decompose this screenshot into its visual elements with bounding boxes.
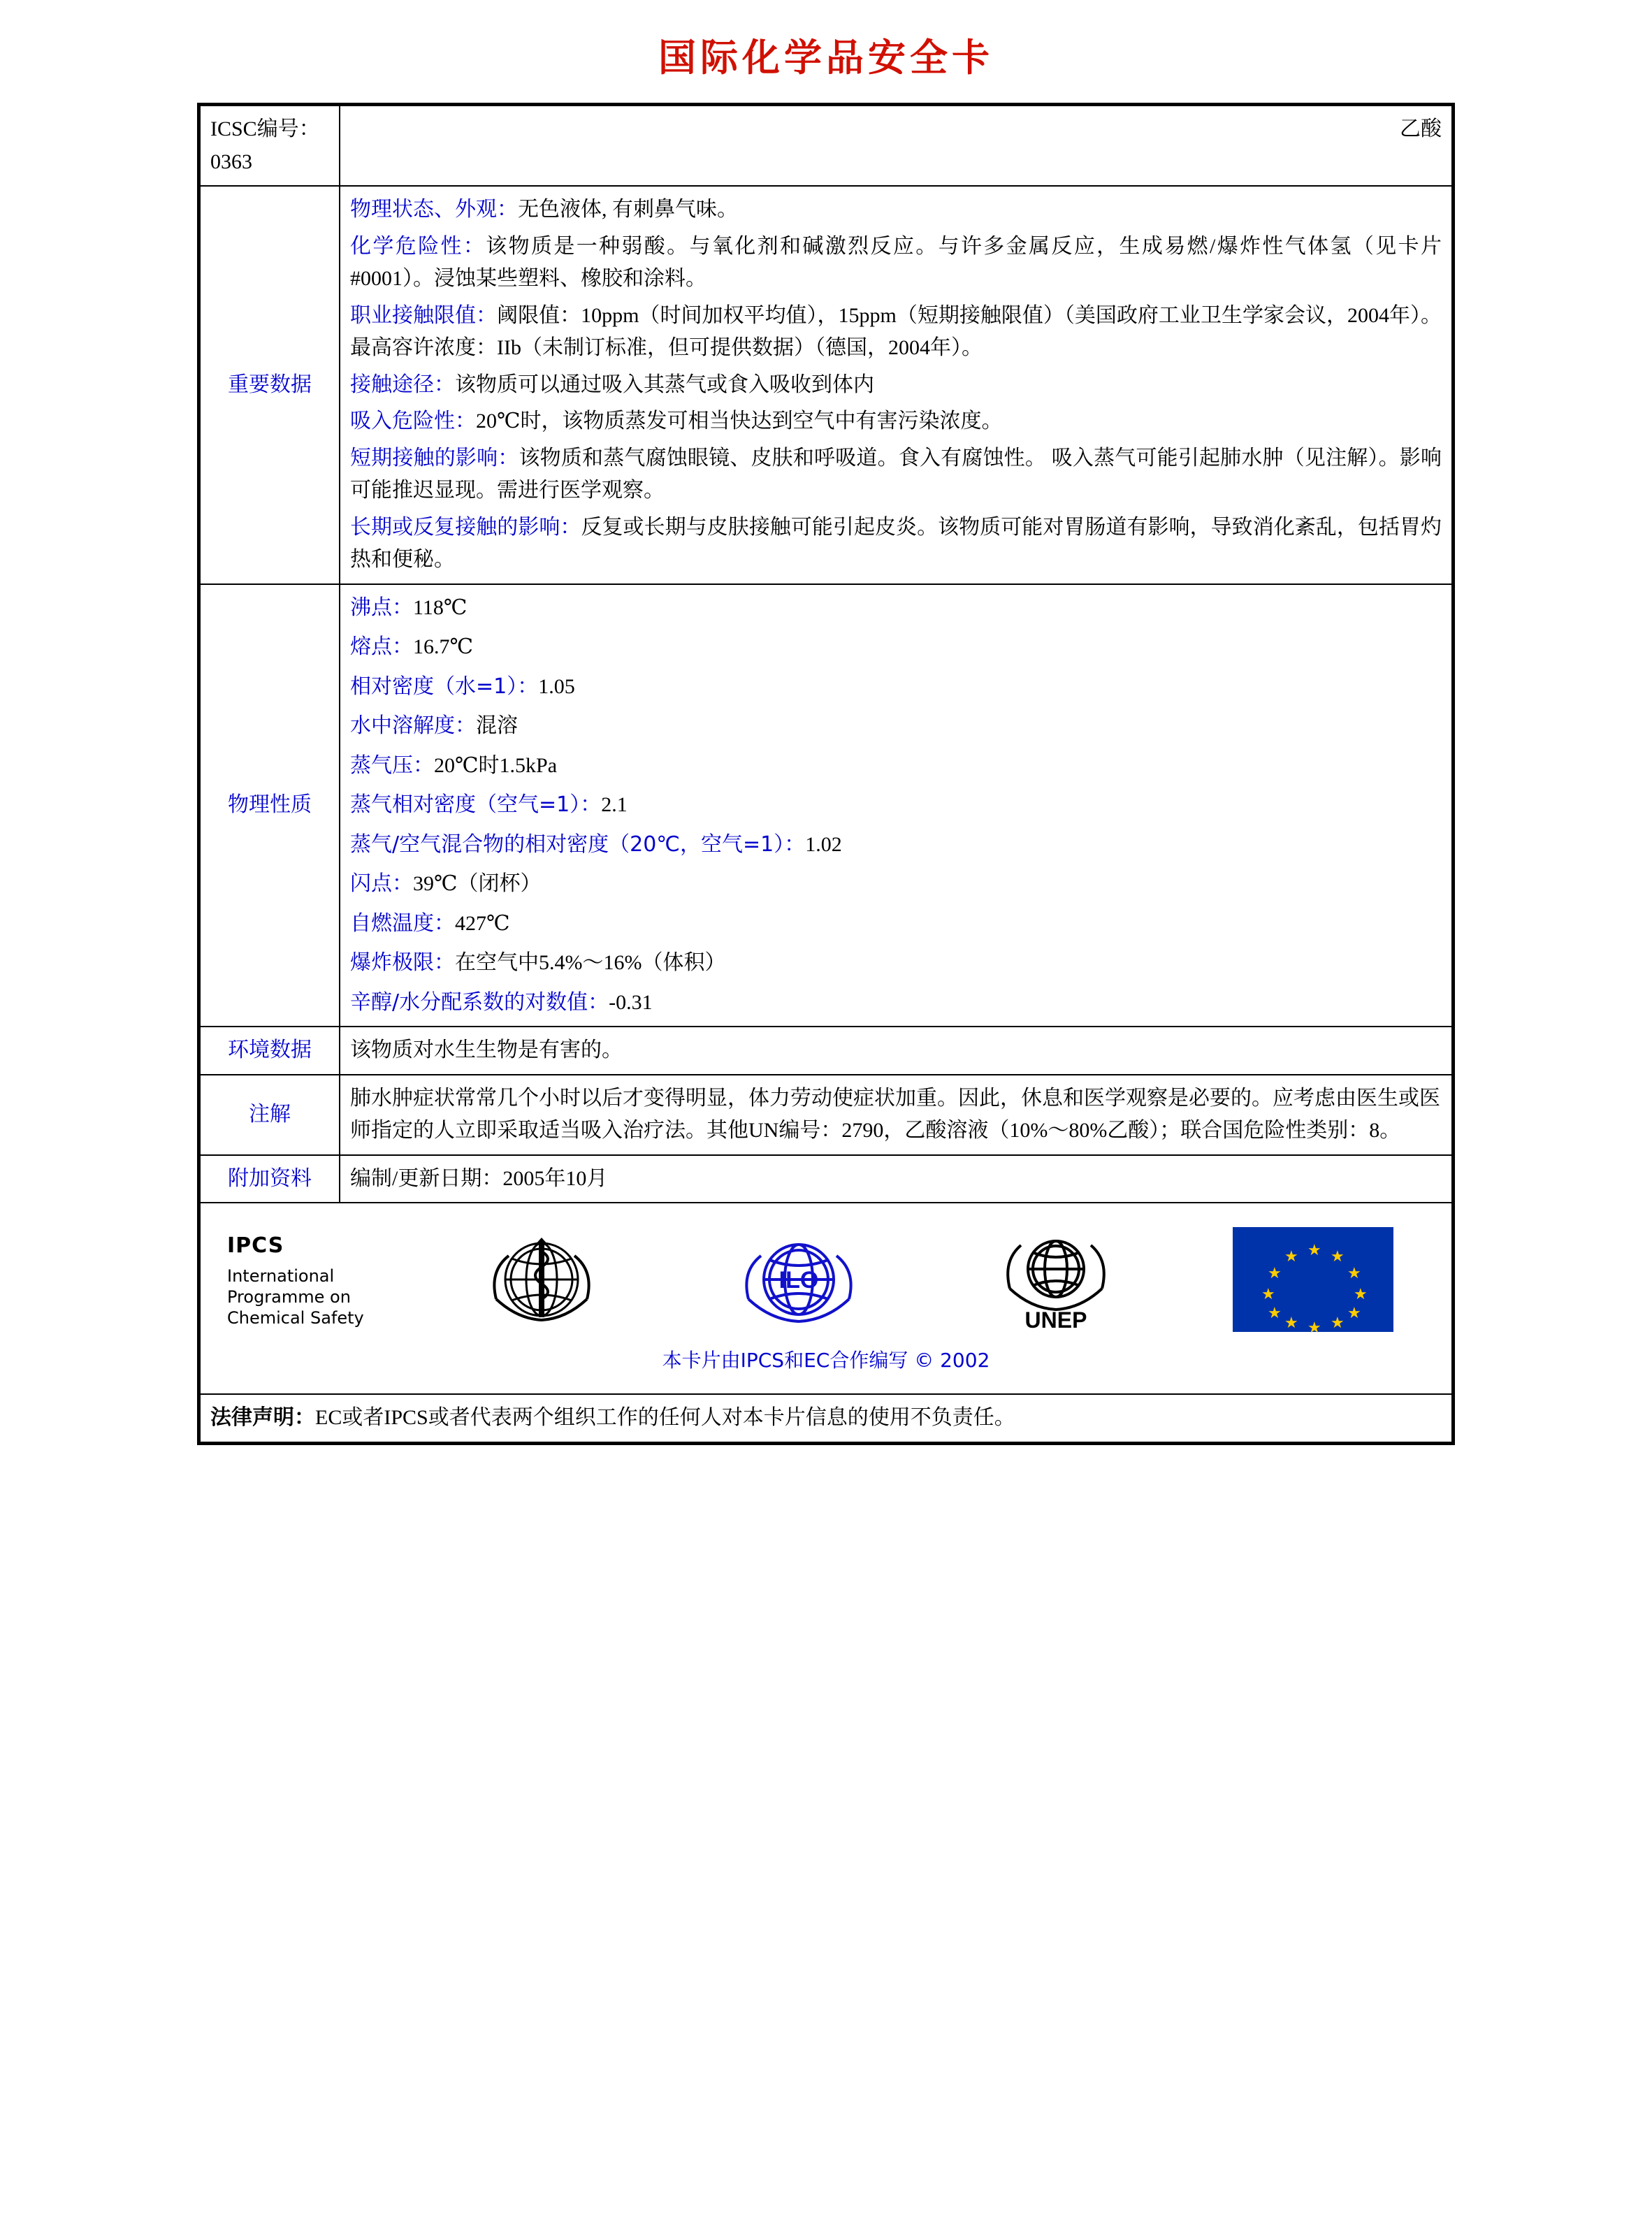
icsc-number: 0363 — [210, 150, 252, 173]
item-key: 沸点： — [350, 595, 413, 620]
additional-info-content: 编制/更新日期：2005年10月 — [340, 1155, 1452, 1203]
ipcs-block — [210, 1230, 413, 1328]
item-text: 39℃（闭杯） — [413, 872, 542, 895]
item-key: 熔点： — [350, 635, 413, 659]
item-key: 蒸气相对密度（空气=1）： — [350, 792, 602, 817]
item-text: 2.1 — [601, 793, 628, 816]
item-text: 1.05 — [538, 674, 575, 698]
item-text: -0.31 — [609, 990, 653, 1014]
ipcs-abbr: IPCS — [227, 1233, 284, 1259]
item-key: 化学危险性： — [350, 233, 486, 259]
item-key: 蒸气/空气混合物的相对密度（20℃，空气=1）： — [350, 832, 806, 857]
item-text: 该物质可以通过吸入其蒸气或食入吸收到体内 — [455, 372, 874, 396]
item-text: 混溶 — [476, 714, 518, 737]
icsc-number-cell — [200, 106, 340, 186]
item-text: 该物质和蒸气腐蚀眼镜、皮肤和呼吸道。食入有腐蚀性。 吸入蒸气可能引起肺水肿（见注解）。影响可能推迟显现。需进行医学观察。 — [350, 446, 1442, 502]
item-text: 20℃时，该物质蒸发可相当快达到空气中有害污染浓度。 — [476, 409, 1003, 433]
physical-property-item — [350, 987, 1442, 1020]
notes-row — [200, 1075, 1452, 1155]
item-key: 相对密度（水=1）： — [350, 674, 539, 699]
important-data-item — [350, 231, 1442, 296]
legal-text: EC或者IPCS或者代表两个组织工作的任何人对本卡片信息的使用不负责任。 — [315, 1406, 1015, 1430]
legal-notice — [200, 1394, 1452, 1442]
svg-text:UNEP: UNEP — [1024, 1307, 1087, 1333]
svg-text:ILO: ILO — [778, 1266, 819, 1293]
item-text: 该物质是一种弱酸。与氧化剂和碱激烈反应。与许多金属反应，生成易燃/爆炸性气体氢（见卡片#0001）。浸蚀某些塑料、橡胶和涂料。 — [350, 234, 1442, 290]
safety-card — [197, 103, 1455, 1445]
additional-info-row — [200, 1155, 1452, 1203]
logos-wrap — [210, 1210, 1442, 1341]
physical-property-item — [350, 750, 1442, 783]
physical-property-item — [350, 829, 1442, 862]
physical-property-item — [350, 671, 1442, 704]
item-key: 接触途径： — [350, 372, 455, 397]
important-data-row — [200, 186, 1452, 584]
physical-property-item — [350, 947, 1442, 980]
item-text: 在空气中5.4%～16%（体积） — [455, 951, 726, 974]
physical-property-item — [350, 592, 1442, 625]
page — [0, 28, 1652, 1445]
item-text: 阈限值：10ppm（时间加权平均值），15ppm（短期接触限值）（美国政府工业卫生学家会议，2004年）。最高容许浓度：IIb（未制订标准，但可提供数据）（德国，2004年）。 — [350, 303, 1442, 359]
additional-info-label: 附加资料 — [200, 1155, 340, 1203]
notes-content: 肺水肿症状常常几个小时以后才变得明显，体力劳动使症状加重。因此，休息和医学观察是必要的。应考虑由医生或医师指定的人立即采取适当吸入治疗法。其他UN编号：2790，乙酸溶液（10%～80%乙酸）；联合国危险性类别：8。 — [340, 1075, 1452, 1155]
notes-label: 注解 — [200, 1075, 340, 1155]
important-data-item — [350, 369, 1442, 402]
item-key: 闪点： — [350, 871, 413, 896]
item-text: 1.02 — [805, 832, 842, 856]
environmental-data-content: 该物质对水生生物是有害的。 — [340, 1027, 1452, 1075]
physical-property-item — [350, 631, 1442, 664]
physical-property-item — [350, 789, 1442, 822]
legal-row — [200, 1394, 1452, 1442]
item-key: 物理状态、外观： — [350, 197, 518, 222]
item-key: 吸入危险性： — [350, 409, 476, 433]
environmental-data-label: 环境数据 — [200, 1027, 340, 1075]
card-header-row — [200, 106, 1452, 186]
important-data-item — [350, 194, 1442, 226]
item-text: 427℃ — [455, 911, 510, 935]
item-text: 20℃时1.5kPa — [434, 753, 558, 777]
physical-property-item — [350, 908, 1442, 941]
icsc-label: ICSC编号： — [210, 117, 320, 140]
ilo-logo-slot — [670, 1224, 927, 1335]
eu-flag: ★ ★ ★ ★ ★ ★ ★ ★ ★ ★ ★ ★ — [1233, 1227, 1393, 1332]
environmental-data-row — [200, 1027, 1452, 1075]
physical-properties-label: 物理性质 — [200, 584, 340, 1027]
physical-property-item — [350, 868, 1442, 901]
item-key: 辛醇/水分配系数的对数值： — [350, 990, 609, 1015]
item-text: 118℃ — [413, 595, 468, 619]
important-data-item — [350, 300, 1442, 365]
who-logo — [475, 1224, 608, 1335]
unep-logo-slot — [927, 1222, 1184, 1337]
footer-logos-row — [200, 1203, 1452, 1394]
item-key: 蒸气压： — [350, 753, 434, 778]
substance-name-cell: 乙酸 — [340, 106, 1452, 186]
item-key: 爆炸极限： — [350, 950, 455, 975]
unep-logo — [986, 1222, 1126, 1337]
item-key: 职业接触限值： — [350, 303, 498, 328]
important-data-item — [350, 442, 1442, 507]
item-text: 16.7℃ — [413, 635, 474, 658]
who-logo-slot — [413, 1224, 670, 1335]
ilo-logo — [729, 1224, 869, 1335]
ipcs-full-name: International Programme on Chemical Safety — [227, 1266, 364, 1328]
eu-flag-slot — [1184, 1227, 1442, 1336]
physical-properties-row — [200, 584, 1452, 1027]
important-data-content — [340, 186, 1452, 584]
item-key: 短期接触的影响： — [350, 445, 519, 470]
important-data-label: 重要数据 — [200, 186, 340, 584]
physical-property-item — [350, 710, 1442, 743]
item-key: 水中溶解度： — [350, 713, 476, 738]
page-title: 国际化学品安全卡 — [658, 36, 994, 80]
item-text: 无色液体, 有刺鼻气味。 — [518, 198, 738, 221]
item-text: 反复或长期与皮肤接触可能引起皮炎。该物质可能对胃肠道有影响，导致消化紊乱，包括胃灼热和便秘。 — [350, 515, 1442, 571]
important-data-item — [350, 405, 1442, 438]
important-data-item — [350, 512, 1442, 577]
legal-label: 法律声明： — [210, 1405, 315, 1430]
physical-properties-content — [340, 584, 1452, 1027]
safety-card-table — [199, 105, 1453, 1443]
item-key: 长期或反复接触的影响： — [350, 514, 581, 539]
credit-line: 本卡片由IPCS和EC合作编写 © 2002 — [662, 1349, 990, 1372]
footer-cell — [200, 1203, 1452, 1394]
item-key: 自燃温度： — [350, 911, 455, 936]
